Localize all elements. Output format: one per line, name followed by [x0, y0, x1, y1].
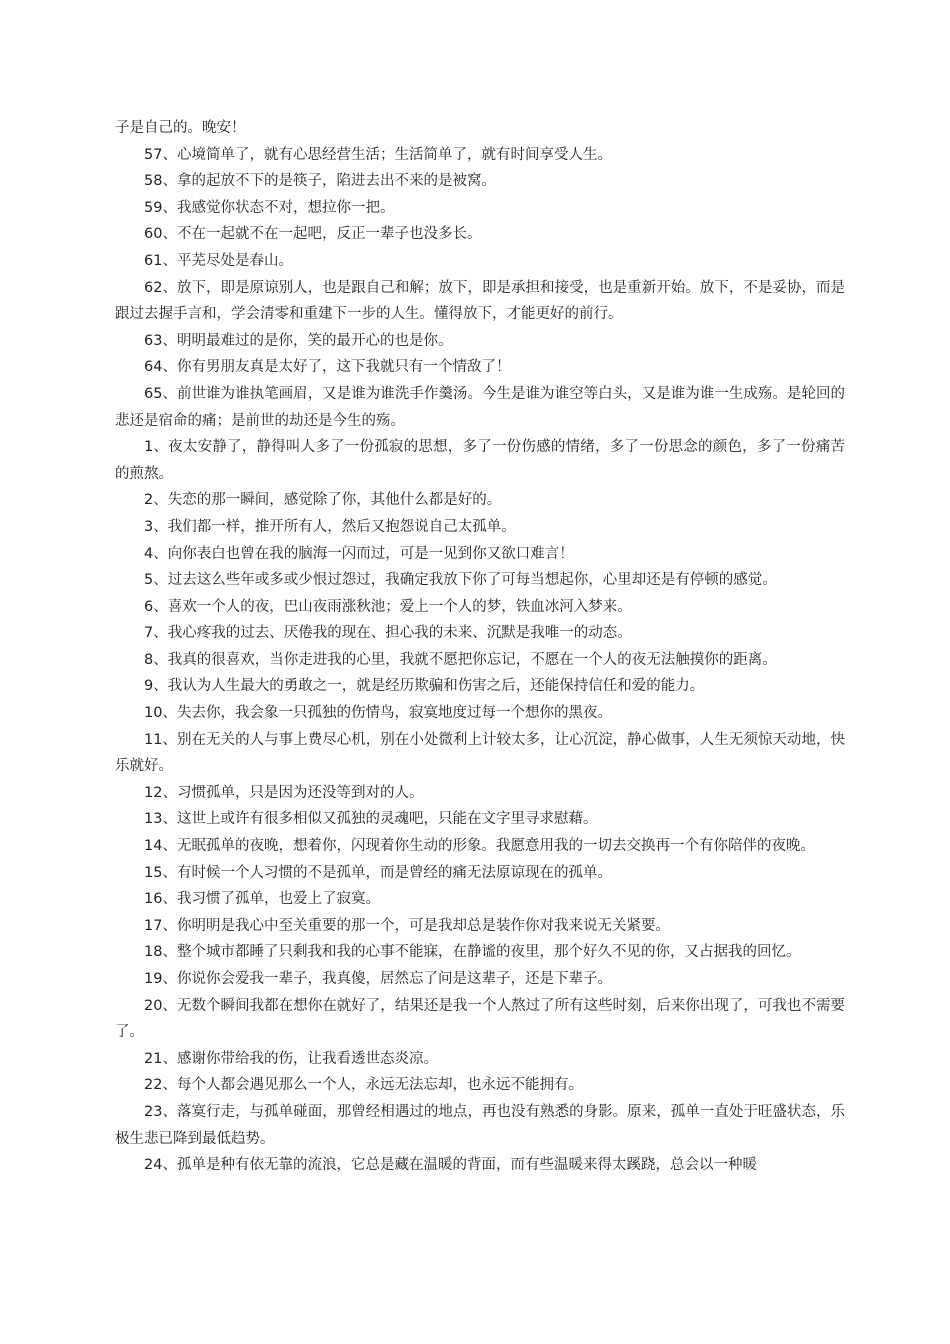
paragraph-14: 14、无眠孤单的夜晚，想着你，闪现着你生动的形象。我愿意用我的一切去交换再一个有你陪伴的夜晚。: [144, 838, 815, 855]
paragraph-4: 4、向你表白也曾在我的脑海一闪而过，可是一见到你又欲口难言！: [144, 545, 574, 562]
paragraph-23: 23、落寞行走，与孤单碰面，那曾经相遇过的地点，再也没有熟悉的身影。原来，孤单一直处于旺盛状态，乐极生悲已降到最低趋势。: [115, 1103, 845, 1147]
paragraph-61: 61、平芜尽处是春山。: [144, 252, 293, 269]
paragraph-59: 59、我感觉你状态不对，想拉你一把。: [144, 199, 395, 216]
paragraph-62: 62、放下，即是原谅别人，也是跟自己和解；放下，即是承担和接受，也是重新开始。放下，不是妥协，而是跟过去握手言和，学会清零和重建下一步的人生。懂得放下，才能更好的前行。: [115, 279, 845, 323]
paragraph-6: 6、喜欢一个人的夜，巴山夜雨涨秋池；爱上一个人的梦，铁血冰河入梦来。: [144, 598, 632, 615]
paragraph-58: 58、拿的起放不下的是筷子，陷进去出不来的是被窝。: [144, 173, 496, 190]
paragraph-continued: 子是自己的。晚安！: [115, 120, 246, 136]
paragraph-24: 24、孤单是种有依无靠的流浪，它总是藏在温暖的背面，而有些温暖来得太蹊跷，总会以一种暖: [144, 1157, 757, 1174]
paragraph-1: 1、夜太安静了，静得叫人多了一份孤寂的思想，多了一份伤感的情绪，多了一份思念的颜色，多了一份痛苦的煎熬。: [115, 439, 845, 482]
paragraph-16: 16、我习惯了孤单，也爱上了寂寞。: [144, 891, 380, 908]
paragraph-63: 63、明明最难过的是你，笑的最开心的也是你。: [144, 332, 453, 349]
paragraph-7: 7、我心疼我的过去、厌倦我的现在、担心我的未来、沉默是我唯一的动态。: [144, 625, 632, 642]
paragraph-57: 57、心境简单了，就有心思经营生活；生活简单了，就有时间享受人生。: [144, 146, 612, 163]
paragraph-60: 60、不在一起就不在一起吧，反正一辈子也没多长。: [144, 226, 482, 243]
paragraph-15: 15、有时候一个人习惯的不是孤单，而是曾经的痛无法原谅现在的孤单。: [144, 864, 612, 881]
paragraph-12: 12、习惯孤单，只是因为还没等到对的人。: [144, 784, 424, 801]
paragraph-64: 64、你有男朋友真是太好了，这下我就只有一个情敌了！: [144, 359, 511, 376]
paragraph-21: 21、感谢你带给我的伤，让我看透世态炎凉。: [144, 1050, 438, 1067]
paragraph-18: 18、整个城市都睡了只剩我和我的心事不能寐，在静谧的夜里，那个好久不见的你，又占据我的回忆。: [144, 944, 801, 961]
paragraph-19: 19、你说你会爱我一辈子，我真傻，居然忘了问是这辈子，还是下辈子。: [144, 971, 612, 987]
paragraph-17: 17、你明明是我心中至关重要的那一个，可是我却总是装作你对我来说无关紧要。: [144, 917, 670, 934]
paragraph-65: 65、前世谁为谁执笔画眉，又是谁为谁洗手作羹汤。今生是谁为谁空等白头，又是谁为谁一生成殇。是轮回的悲还是宿命的痛；是前世的劫还是今生的殇。: [115, 385, 845, 429]
paragraph-3: 3、我们都一样，推开所有人，然后又抱怨说自己太孤单。: [144, 518, 516, 535]
paragraph-20: 20、无数个瞬间我都在想你在就好了，结果还是我一个人熬过了所有这些时刻，后来你出现了，可我也不需要了。: [115, 997, 845, 1041]
paragraph-11: 11、别在无关的人与事上费尽心机，别在小处微利上计较太多，让心沉淀，静心做事，人生无须惊天动地，快乐就好。: [115, 731, 845, 775]
paragraph-10: 10、失去你，我会象一只孤独的伤情鸟，寂寞地度过每一个想你的黑夜。: [144, 705, 612, 722]
paragraph-22: 22、每个人都会遇见那么一个人，永远无法忘却，也永远不能拥有。: [144, 1077, 583, 1094]
paragraph-13: 13、这世上或许有很多相似又孤独的灵魂吧，只能在文字里寻求慰藉。: [144, 811, 598, 828]
paragraph-5: 5、过去这么些年或多或少恨过怨过，我确定我放下你了可每当想起你，心里却还是有停顿的感觉。: [144, 572, 777, 589]
paragraph-9: 9、我认为人生最大的勇敢之一，就是经历欺骗和伤害之后，还能保持信任和爱的能力。: [144, 678, 705, 695]
paragraph-2: 2、失恋的那一瞬间，感觉除了你，其他什么都是好的。: [144, 492, 502, 509]
paragraph-8: 8、我真的很喜欢，当你走进我的心里，我就不愿把你忘记，不愿在一个人的夜无法触摸你的距离。: [144, 651, 777, 668]
document-body: [115, 115, 845, 1179]
